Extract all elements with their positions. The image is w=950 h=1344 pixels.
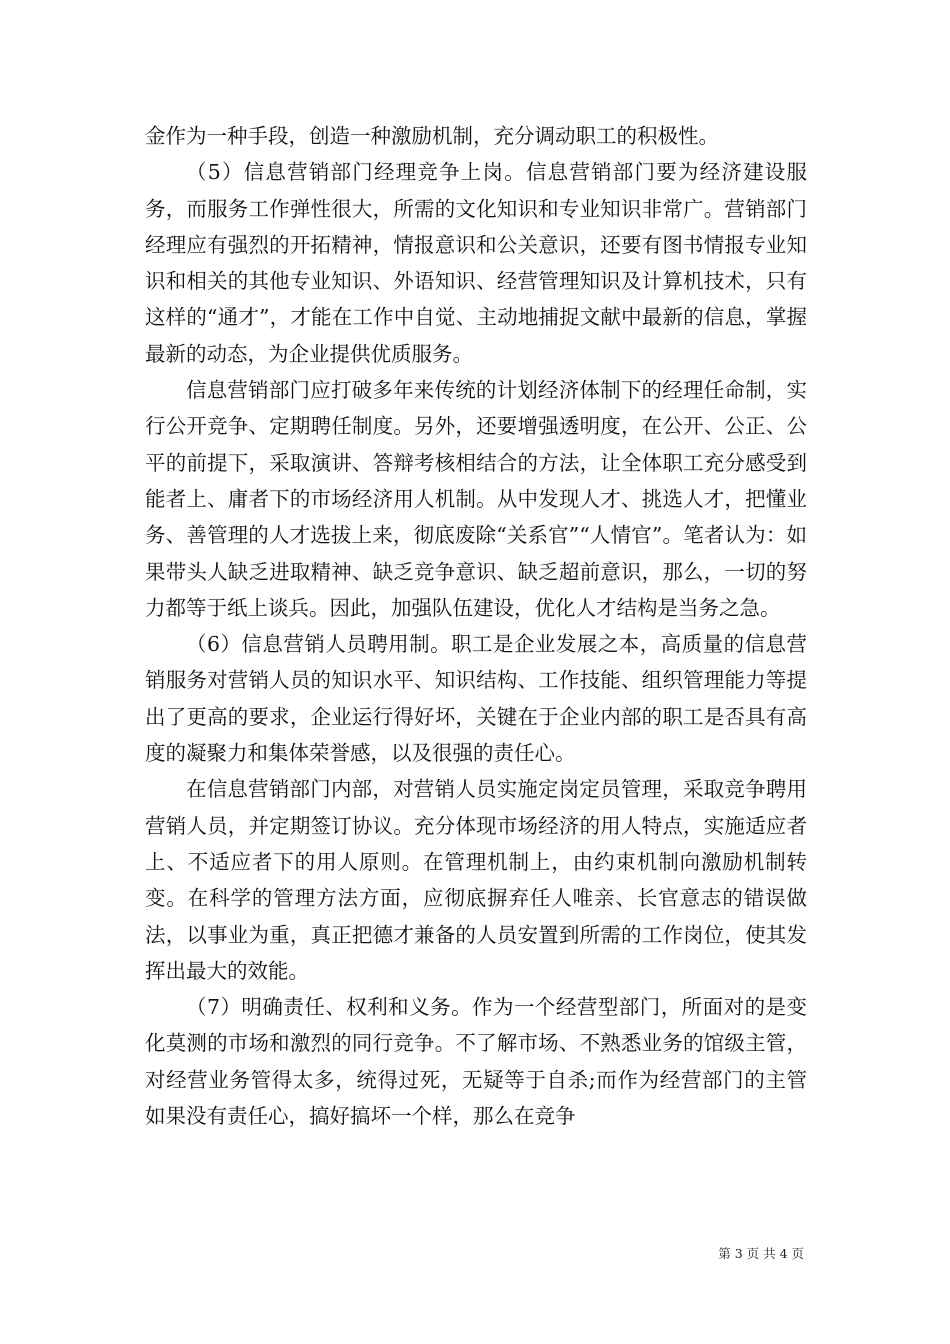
paragraph-appointment-reform: 信息营销部门应打破多年来传统的计划经济体制下的经理任命制，实行公开竞争、定期聘任制度。另外，还要增强透明度，在公开、公正、公平的前提下，采取演讲、答辩考核相结合的方法，让全体职工充分感受到能者上、庸者下的市场经济用人机制。从中发现人才、挑选人才，把懂业务、善管理的人才选拔上来，彻底废除“关系官”“人情官”。笔者认为：如果带头人缺乏进取精神、缺乏竞争意识、缺乏超前意识，那么，一切的努力都等于纸上谈兵。因此，加强队伍建设，优化人才结构是当务之急。 [145,378,807,620]
paragraph-responsibilities: （7）明确责任、权利和义务。作为一个经营型部门，所面对的是变化莫测的市场和激烈的同行竞争。不了解市场、不熟悉业务的馆级主管，对经营业务管得太多，统得过死，无疑等于自杀;而作为经营部门的主管如果没有责任心，搞好搞坏一个样，那么在竞争 [145,995,807,1129]
page-number-footer: 第 3 页 共 4 页 [718,1246,804,1261]
paragraph-staff-hiring: （6）信息营销人员聘用制。职工是企业发展之本，高质量的信息营销服务对营销人员的知识水平、知识结构、工作技能、组织管理能力等提出了更高的要求，企业运行得好坏，关键在于企业内部的职工是否具有高度的凝聚力和集体荣誉感，以及很强的责任心。 [145,632,807,766]
paragraph-internal-management: 在信息营销部门内部，对营销人员实施定岗定员管理，采取竞争聘用营销人员，并定期签订协议。充分体现市场经济的用人特点，实施适应者上、不适应者下的用人原则。在管理机制上，由约束机制向激励机制转变。在科学的管理方法方面，应彻底摒弃任人唯亲、长官意志的错误做法，以事业为重，真正把德才兼备的人员安置到所需的工作岗位，使其发挥出最大的效能。 [145,777,807,983]
document-body [145,118,807,1134]
paragraph-manager-competition: （5）信息营销部门经理竞争上岗。信息营销部门要为经济建设服务，而服务工作弹性很大，所需的文化知识和专业知识非常广。营销部门经理应有强烈的开拓精神，情报意识和公关意识，还要有图书情报专业知识和相关的其他专业知识、外语知识、经营管理知识及计算机技术，只有这样的“通才”，才能在工作中自觉、主动地捕捉文献中最新的信息，掌握最新的动态，为企业提供优质服务。 [145,160,807,366]
paragraph-continuation: 金作为一种手段，创造一种激励机制，充分调动职工的积极性。 [145,124,719,148]
